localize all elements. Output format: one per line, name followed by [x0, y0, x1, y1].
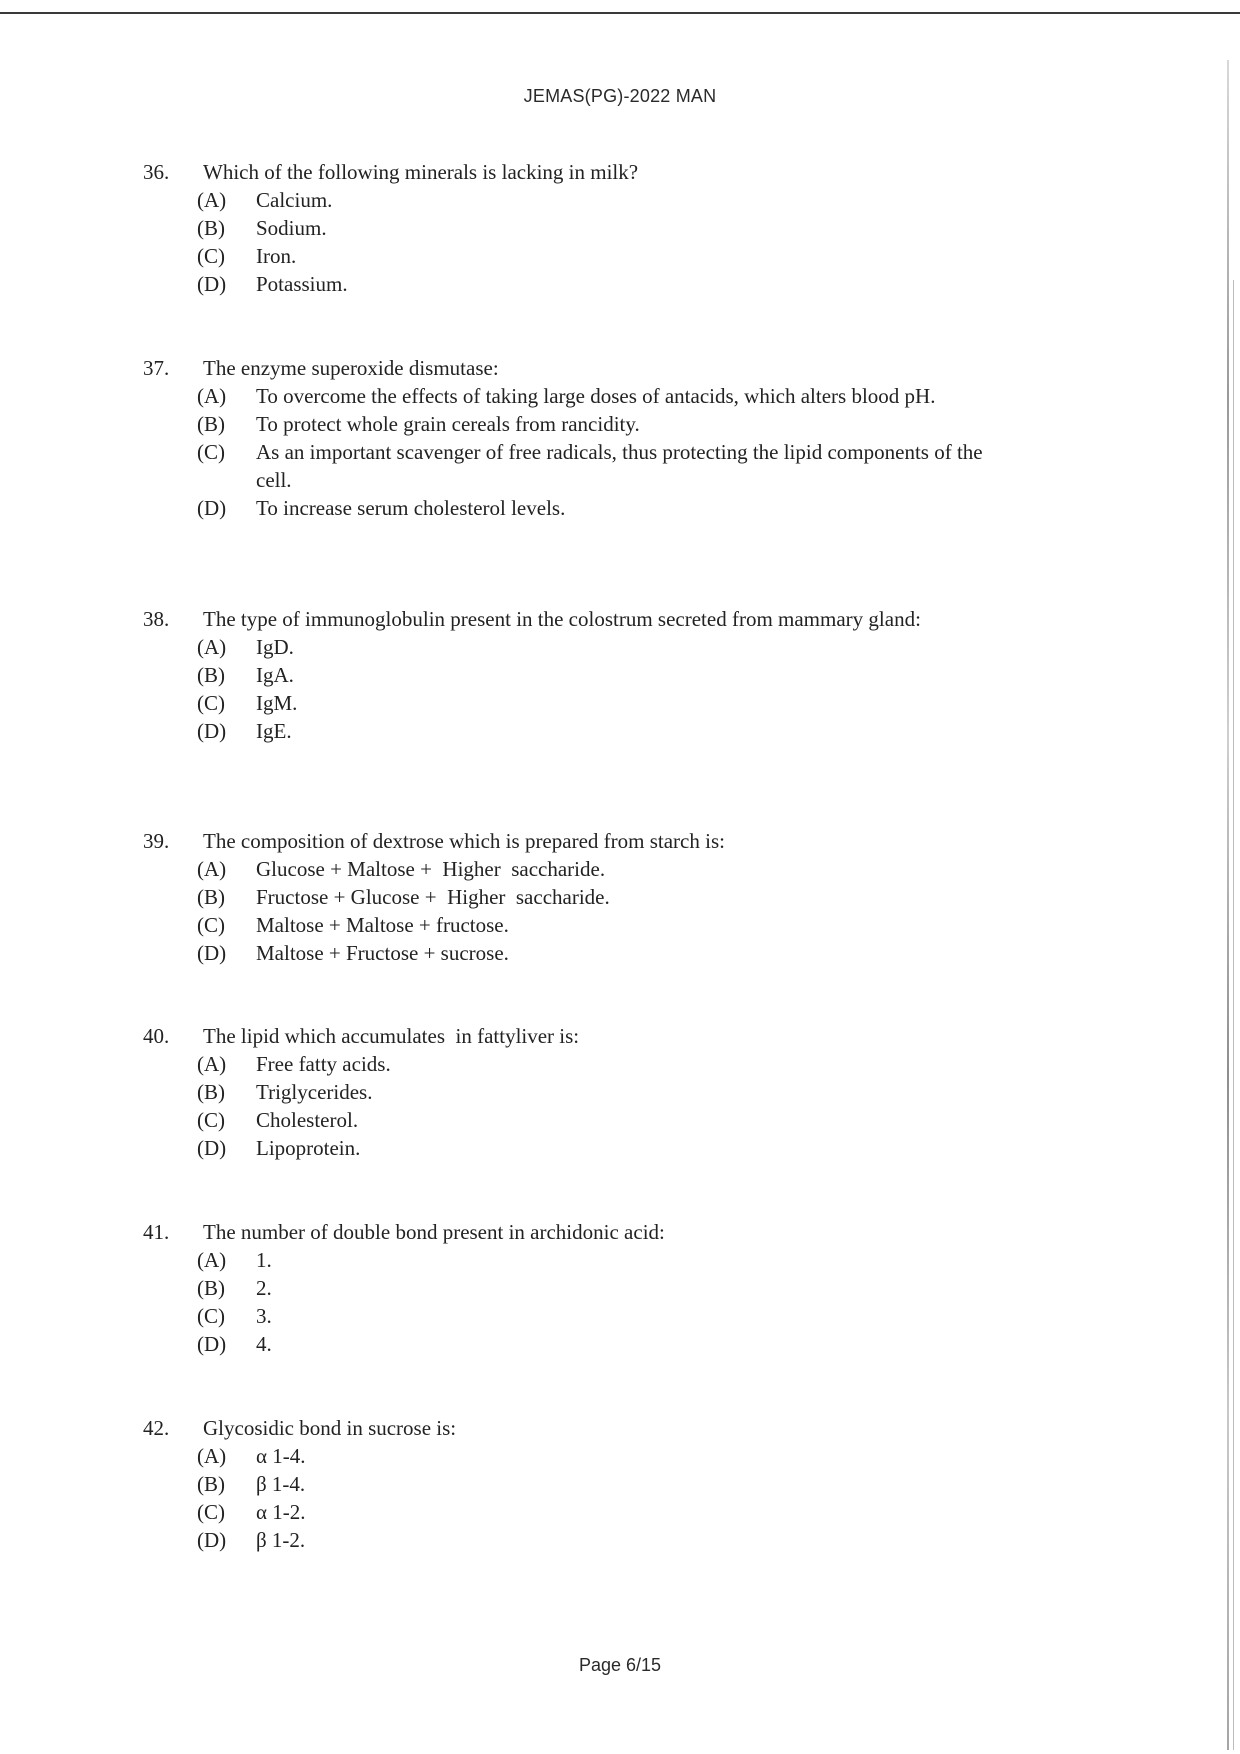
option-c [0, 689, 1240, 717]
question-number: 42. [143, 1416, 170, 1440]
question-text: The type of immunoglobulin present in the colostrum secreted from mammary gland: [203, 607, 921, 631]
option-label: (A) [197, 1248, 227, 1272]
option-label: (C) [197, 440, 225, 464]
option-list [0, 1246, 1240, 1358]
question-number: 41. [143, 1220, 170, 1244]
option-list [0, 1442, 1240, 1554]
option-label: (B) [197, 1276, 225, 1300]
option-b [0, 883, 1240, 911]
option-label: (C) [197, 1304, 225, 1328]
option-text: β 1-4. [256, 1472, 306, 1496]
option-text: Lipoprotein. [256, 1136, 361, 1160]
option-label: (D) [197, 941, 227, 965]
option-text: Free fatty acids. [256, 1052, 391, 1076]
option-c [0, 1106, 1240, 1134]
option-label: (A) [197, 857, 227, 881]
question-40 [0, 1022, 1240, 1162]
option-a [0, 382, 1240, 410]
option-b [0, 410, 1240, 438]
option-d [0, 1526, 1240, 1554]
option-label: (B) [197, 1080, 225, 1104]
option-c [0, 242, 1240, 270]
option-text: 1. [256, 1248, 272, 1272]
option-text: To increase serum cholesterol levels. [256, 496, 566, 520]
question-38 [0, 605, 1240, 745]
option-label: (C) [197, 244, 225, 268]
question-text-block [143, 605, 1053, 633]
option-text: To overcome the effects of taking large doses of antacids, which alters blood pH. [256, 384, 936, 408]
question-number: 39. [143, 829, 170, 853]
option-text: Fructose + Glucose + Higher saccharide. [256, 885, 610, 909]
option-c [0, 1302, 1240, 1330]
option-text: Triglycerides. [256, 1080, 373, 1104]
page-number: Page 6/15 [578, 1655, 662, 1675]
option-label: (B) [197, 663, 225, 687]
option-d [0, 1134, 1240, 1162]
option-label: (D) [197, 719, 227, 743]
question-text: The lipid which accumulates in fattyliver is: [203, 1024, 580, 1048]
option-text: IgA. [256, 663, 294, 687]
option-text: 4. [256, 1332, 272, 1356]
option-b [0, 214, 1240, 242]
option-text: To protect whole grain cereals from rancidity. [256, 412, 640, 436]
option-label: (D) [197, 1528, 227, 1552]
option-text: Cholesterol. [256, 1108, 359, 1132]
option-label: (C) [197, 691, 225, 715]
option-list [0, 382, 1240, 522]
option-d [0, 270, 1240, 298]
question-number: 37. [143, 356, 170, 380]
question-42 [0, 1414, 1240, 1554]
option-d [0, 717, 1240, 745]
option-a [0, 1246, 1240, 1274]
option-b [0, 1078, 1240, 1106]
option-list [0, 1050, 1240, 1162]
option-b [0, 1274, 1240, 1302]
option-text: β 1-2. [256, 1528, 306, 1552]
option-label: (C) [197, 1500, 225, 1524]
option-b [0, 1470, 1240, 1498]
option-text: IgD. [256, 635, 294, 659]
exam-header: JEMAS(PG)-2022 MAN [523, 86, 717, 106]
option-text: 2. [256, 1276, 272, 1300]
question-41 [0, 1218, 1240, 1358]
option-d [0, 494, 1240, 522]
option-a [0, 855, 1240, 883]
option-list [0, 186, 1240, 298]
option-label: (A) [197, 1444, 227, 1468]
question-number: 38. [143, 607, 170, 631]
option-a [0, 1442, 1240, 1470]
option-label: (D) [197, 496, 227, 520]
option-label: (B) [197, 412, 225, 436]
option-label: (D) [197, 1136, 227, 1160]
option-text: Maltose + Maltose + fructose. [256, 913, 509, 937]
option-a [0, 186, 1240, 214]
question-text: The number of double bond present in archidonic acid: [203, 1220, 665, 1244]
option-text: Glucose + Maltose + Higher saccharide. [256, 857, 606, 881]
option-label: (B) [197, 1472, 225, 1496]
question-39 [0, 827, 1240, 967]
question-37 [0, 354, 1240, 522]
option-label: (A) [197, 635, 227, 659]
option-a [0, 633, 1240, 661]
option-a [0, 1050, 1240, 1078]
option-c [0, 911, 1240, 939]
question-number: 40. [143, 1024, 170, 1048]
option-d [0, 1330, 1240, 1358]
option-label: (A) [197, 384, 227, 408]
question-text: The enzyme superoxide dismutase: [203, 356, 499, 380]
top-border-line [0, 12, 1240, 14]
option-text: α 1-2. [256, 1500, 306, 1524]
option-text: Maltose + Fructose + sucrose. [256, 941, 509, 965]
question-text: Glycosidic bond in sucrose is: [203, 1416, 457, 1440]
option-text: IgM. [256, 691, 298, 715]
option-label: (D) [197, 272, 227, 296]
option-label: (A) [197, 188, 227, 212]
question-36 [0, 158, 1240, 298]
option-label: (C) [197, 913, 225, 937]
option-label: (C) [197, 1108, 225, 1132]
option-text: Iron. [256, 244, 297, 268]
option-text: Potassium. [256, 272, 348, 296]
question-number: 36. [143, 160, 170, 184]
option-b [0, 661, 1240, 689]
option-text: Calcium. [256, 188, 333, 212]
option-text: As an important scavenger of free radicals, thus protecting the lipid components of the cell. [256, 440, 983, 492]
option-text: Sodium. [256, 216, 327, 240]
option-text: IgE. [256, 719, 292, 743]
option-d [0, 939, 1240, 967]
question-text: Which of the following minerals is lacking in milk? [203, 160, 639, 184]
option-text: α 1-4. [256, 1444, 306, 1468]
option-label: (B) [197, 885, 225, 909]
option-label: (A) [197, 1052, 227, 1076]
question-text: The composition of dextrose which is prepared from starch is: [203, 829, 725, 853]
option-c [0, 1498, 1240, 1526]
option-text: 3. [256, 1304, 272, 1328]
option-label: (B) [197, 216, 225, 240]
option-list [0, 855, 1240, 967]
option-c [0, 438, 1240, 494]
option-label: (D) [197, 1332, 227, 1356]
option-list [0, 633, 1240, 745]
